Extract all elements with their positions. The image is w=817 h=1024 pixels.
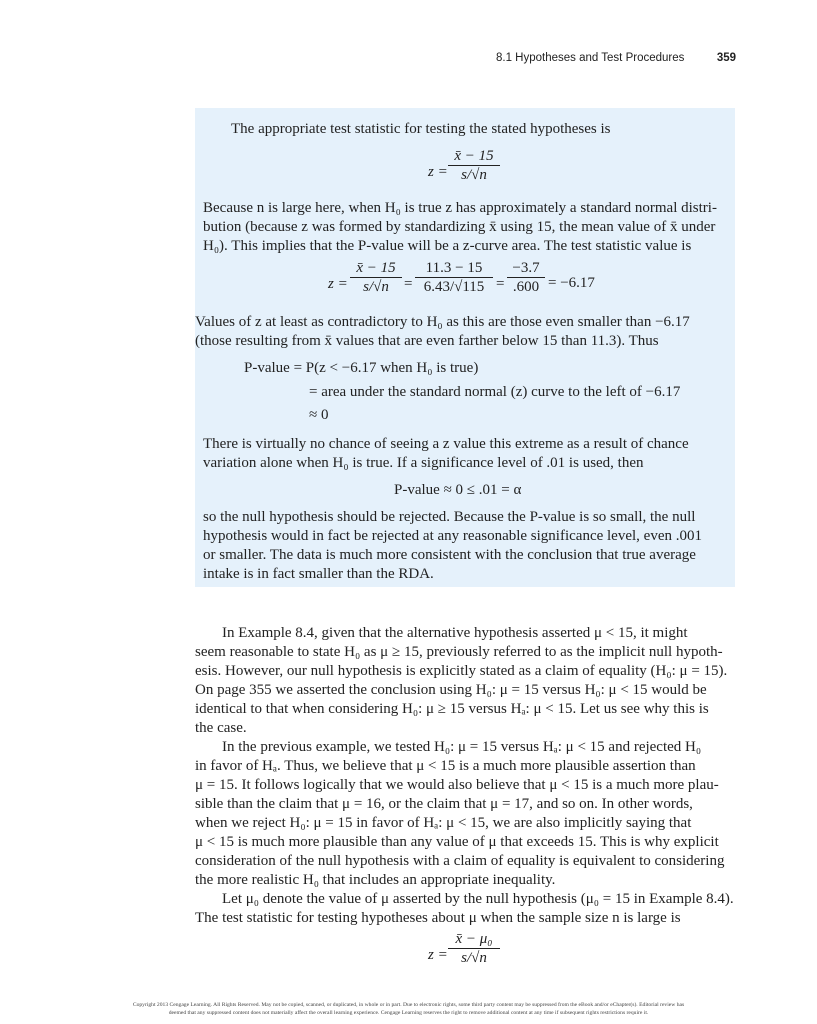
pvalue-line2: = area under the standard normal (z) curve to the left of −6.17 (309, 384, 681, 400)
formula3-numerator: x̄ − μ₀ (448, 930, 500, 949)
pvalue-line3: ≈ 0 (309, 407, 329, 423)
footer-line2: deemed that any suppressed content does not materially affect the overall learning experience. Cengage Learning reserves the right to remove additional content at any time if subsequent rights restrictions require it. (168, 1009, 649, 1016)
box-paragraph1-line1: Because n is large here, when H₀ is true z has approximately a standard normal distri- (203, 200, 717, 216)
formula2-eq2: = (496, 276, 505, 292)
formula2-lhs: z = (328, 276, 348, 292)
body-para1-line4: On page 355 we asserted the conclusion using H₀: μ = 15 versus H₀: μ < 15 would be (195, 682, 707, 698)
formula2-fraction-c (507, 259, 545, 296)
body-para3-line1: Let μ₀ denote the value of μ asserted by the null hypothesis (μ₀ = 15 in Example 8.4). (222, 891, 734, 907)
section-title: 8.1 Hypotheses and Test Procedures (496, 52, 685, 64)
formula1-denominator: s/√n (461, 167, 487, 183)
box-paragraph4-line2: hypothesis would in fact be rejected at any reasonable significance level, even .001 (203, 528, 702, 544)
pvalue-comparison: P-value ≈ 0 ≤ .01 = α (394, 482, 522, 498)
box-paragraph3-line2: variation alone when H₀ is true. If a significance level of .01 is used, then (203, 455, 644, 471)
formula3-lhs: z = (428, 947, 448, 963)
formula2-c-denominator: .600 (512, 279, 540, 295)
box-paragraph4-line1: so the null hypothesis should be rejected. Because the P-value is so small, the null (203, 509, 696, 525)
formula2-b-denominator: 6.43/√115 (423, 279, 485, 295)
body-para1-line1: In Example 8.4, given that the alternative hypothesis asserted μ < 15, it might (222, 625, 688, 641)
body-para2-line4: sible than the claim that μ = 16, or the claim that μ = 17, and so on. In other words, (195, 796, 693, 812)
body-para2-line6: μ < 15 is much more plausible than any value of μ that exceeds 15. This is why explicit (195, 834, 719, 850)
body-para3-line2: The test statistic for testing hypotheses about μ when the sample size n is large is (195, 910, 681, 926)
pvalue-line1: P-value = P(z < −6.17 when H₀ is true) (244, 360, 479, 376)
formula2-eq1: = (404, 276, 413, 292)
box-paragraph4-line3: or smaller. The data is much more consistent with the conclusion that true average (203, 547, 696, 563)
formula2-result: = −6.17 (548, 275, 595, 291)
box-intro-line: The appropriate test statistic for testing the stated hypotheses is (231, 121, 611, 137)
formula2-fraction-a (350, 259, 402, 296)
body-para2-line3: μ = 15. It follows logically that we would also believe that μ < 15 is a much more plau- (195, 777, 719, 793)
running-header (496, 52, 736, 72)
formula3-fraction (448, 930, 500, 967)
body-para2-line5: when we reject H₀: μ = 15 in favor of Hₐ: μ < 15, we are also implicitly saying that (195, 815, 692, 831)
body-para2-line1: In the previous example, we tested H₀: μ = 15 versus Hₐ: μ < 15 and rejected H₀ (222, 739, 702, 755)
copyright-footer (20, 1002, 797, 1017)
box-paragraph1-line3: H₀). This implies that the P-value will be a z-curve area. The test statistic value is (203, 238, 692, 254)
formula1-numerator: x̄ − 15 (448, 147, 500, 166)
body-para1-line6: the case. (195, 720, 247, 736)
formula2-a-denominator: s/√n (363, 279, 389, 295)
page-number: 359 (716, 52, 736, 64)
body-para1-line2: seem reasonable to state H₀ as μ ≥ 15, previously referred to as the implicit null hypoth- (195, 644, 723, 660)
box-paragraph2-line1: Values of z at least as contradictory to H₀ as this are those even smaller than −6.17 (195, 314, 690, 330)
formula2-fraction-b (415, 259, 493, 296)
body-para2-line7: consideration of the null hypothesis with a claim of equality is equivalent to considering (195, 853, 725, 869)
formula3-denominator: s/√n (461, 950, 487, 966)
footer-line1: Copyright 2013 Cengage Learning. All Rights Reserved. May not be copied, scanned, or duplicated, in whole or in part. Due to electronic rights, some third party content may be suppressed from the eBook and/or eChapter(s). Editorial review has (132, 1002, 685, 1008)
formula2-c-numerator: −3.7 (507, 259, 545, 278)
body-para1-line5: identical to that when considering H₀: μ ≥ 15 versus Hₐ: μ < 15. Let us see why this is (195, 701, 709, 717)
body-para1-line3: esis. However, our null hypothesis is explicitly stated as a claim of equality (H₀: μ = 15). (195, 663, 728, 679)
body-para2-line2: in favor of Hₐ. Thus, we believe that μ < 15 is a much more plausible assertion than (195, 758, 696, 774)
box-paragraph2-line2: (those resulting from x̄ values that are even farther below 15 than 11.3). Thus (195, 333, 659, 349)
box-paragraph4-line4: intake is in fact smaller than the RDA. (203, 566, 434, 582)
body-para2-line8: the more realistic H₀ that includes an appropriate inequality. (195, 872, 556, 888)
box-paragraph3-line1: There is virtually no chance of seeing a z value this extreme as a result of chance (203, 436, 689, 452)
formula1-fraction (448, 147, 500, 184)
formula2-a-numerator: x̄ − 15 (350, 259, 402, 278)
box-paragraph1-line2: bution (because z was formed by standardizing x̄ using 15, the mean value of x̄ under (203, 219, 716, 235)
formula1-lhs: z = (428, 164, 448, 180)
formula2-b-numerator: 11.3 − 15 (415, 259, 493, 278)
